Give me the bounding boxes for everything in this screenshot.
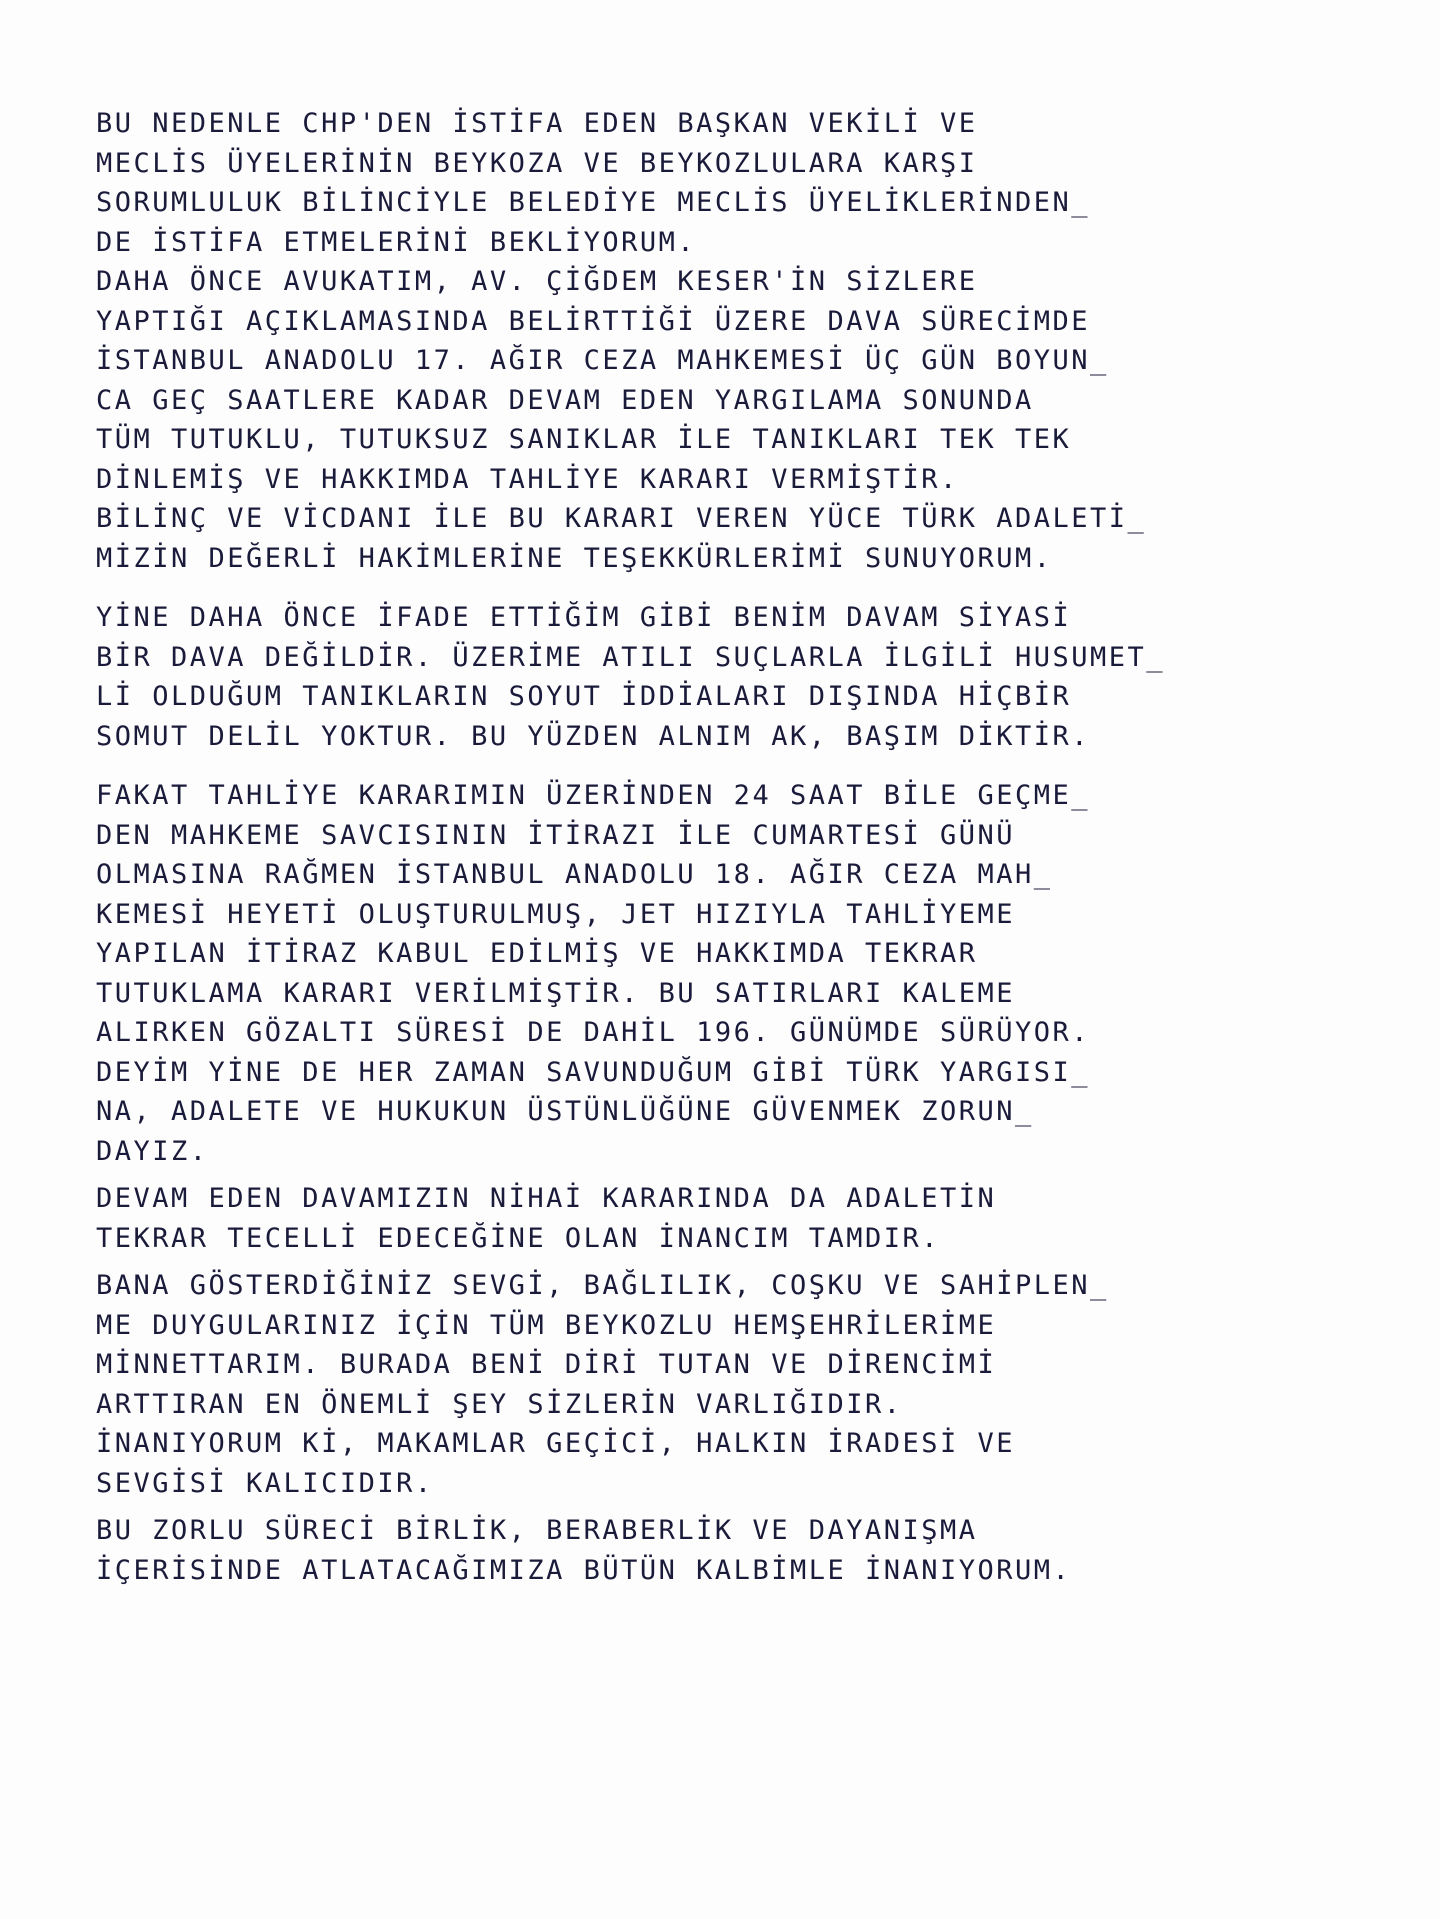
letter-line: MECLİS ÜYELERİNİN BEYKOZA VE BEYKOZLULARA KARŞI [96, 147, 978, 179]
letter-line: YİNE DAHA ÖNCE İFADE ETTİĞİM GİBİ BENİM DAVAM SİYASİ [96, 602, 1072, 633]
letter-line: İSTANBUL ANADOLU 17. AĞIR CEZA MAHKEMESİ ÜÇ GÜN BOYUN_ [96, 345, 1109, 376]
letter-line: SOMUT DELİL YOKTUR. BU YÜZDEN ALNIM AK, BAŞIM DİKTİR. [96, 720, 1091, 752]
letter-line: BİR DAVA DEĞİLDİR. ÜZERİME ATILI SUÇLARLA İLGİLİ HUSUMET_ [96, 641, 1166, 673]
letter-line: BANA GÖSTERDİĞİNİZ SEVGİ, BAĞLILIK, COŞKU VE SAHİPLEN_ [96, 1270, 1109, 1301]
letter-line: Lİ OLDUĞUM TANIKLARIN SOYUT İDDİALARI DIŞINDA HİÇBİR [96, 681, 1072, 712]
letter-line: CA GEÇ SAATLERE KADAR DEVAM EDEN YARGILAMA SONUNDA [96, 384, 1034, 416]
letter-line: YAPILAN İTİRAZ KABUL EDİLMİŞ VE HAKKIMDA TEKRAR [96, 938, 978, 969]
letter-line: DEYİM YİNE DE HER ZAMAN SAVUNDUĞUM GİBİ TÜRK YARGISI_ [96, 1056, 1091, 1088]
letter-line: İNANIYORUM Kİ, MAKAMLAR GEÇİCİ, HALKIN İRADESİ VE [96, 1428, 1016, 1459]
letter-line: NA, ADALETE VE HUKUKUN ÜSTÜNLÜĞÜNE GÜVENMEK ZORUN_ [96, 1096, 1034, 1127]
letter-line: SORUMLULUK BİLİNCİYLE BELEDİYE MECLİS ÜYELİKLERİNDEN_ [96, 187, 1091, 218]
handwritten-letter-text [96, 104, 1366, 1590]
letter-line: BİLİNÇ VE VİCDANI İLE BU KARARI VEREN YÜCE TÜRK ADALETİ_ [96, 503, 1147, 534]
letter-line: ARTTIRAN EN ÖNEMLİ ŞEY SİZLERİN VARLIĞIDIR. [96, 1388, 903, 1420]
letter-line: TUTUKLAMA KARARI VERİLMİŞTİR. BU SATIRLARI KALEME [96, 977, 1016, 1009]
letter-line: BU ZORLU SÜRECİ BİRLİK, BERABERLİK VE DAYANIŞMA [96, 1515, 978, 1546]
letter-line: FAKAT TAHLİYE KARARIMIN ÜZERİNDEN 24 SAAT BİLE GEÇME_ [96, 780, 1091, 811]
letter-line: YAPTIĞI AÇIKLAMASINDA BELİRTTİĞİ ÜZERE DAVA SÜRECİMDE [96, 305, 1091, 337]
letter-line: SEVGİSİ KALICIDIR. [96, 1467, 434, 1499]
letter-line: OLMASINA RAĞMEN İSTANBUL ANADOLU 18. AĞIR CEZA MAH_ [96, 859, 1053, 890]
letter-line: DEN MAHKEME SAVCISININ İTİRAZI İLE CUMARTESİ GÜNÜ [96, 819, 1016, 851]
letter-line: DİNLEMİŞ VE HAKKIMDA TAHLİYE KARARI VERMİŞTİR. [96, 463, 959, 495]
letter-line: TEKRAR TECELLİ EDECEĞİNE OLAN İNANCIM TAMDIR. [96, 1222, 940, 1254]
letter-line: KEMESİ HEYETİ OLUŞTURULMUŞ, JET HIZIYLA TAHLİYEME [96, 898, 1016, 930]
letter-line: İÇERİSİNDE ATLATACAĞIMIZA BÜTÜN KALBİMLE İNANIYORUM. [96, 1554, 1072, 1586]
letter-line: TÜM TUTUKLU, TUTUKSUZ SANIKLAR İLE TANIKLARI TEK TEK [96, 424, 1072, 455]
letter-line: MİNNETTARIM. BURADA BENİ DİRİ TUTAN VE DİRENCİMİ [96, 1349, 997, 1380]
letter-line: DE İSTİFA ETMELERİNİ BEKLİYORUM. [96, 226, 697, 258]
letter-line: MİZİN DEĞERLİ HAKİMLERİNE TEŞEKKÜRLERİMİ SUNUYORUM. [96, 542, 1053, 574]
letter-line: DAYIZ. [96, 1135, 209, 1167]
letter-line: DAHA ÖNCE AVUKATIM, AV. ÇİĞDEM KESER'İN SİZLERE [96, 266, 978, 297]
letter-line: ME DUYGULARINIZ İÇİN TÜM BEYKOZLU HEMŞEHRİLERİME [96, 1309, 997, 1341]
letter-line: ALIRKEN GÖZALTI SÜRESİ DE DAHİL 196. GÜNÜMDE SÜRÜYOR. [96, 1017, 1091, 1048]
letter-line: BU NEDENLE CHP'DEN İSTİFA EDEN BAŞKAN VEKİLİ VE [96, 108, 978, 139]
letter-line: DEVAM EDEN DAVAMIZIN NİHAİ KARARINDA DA ADALETİN [96, 1183, 997, 1214]
